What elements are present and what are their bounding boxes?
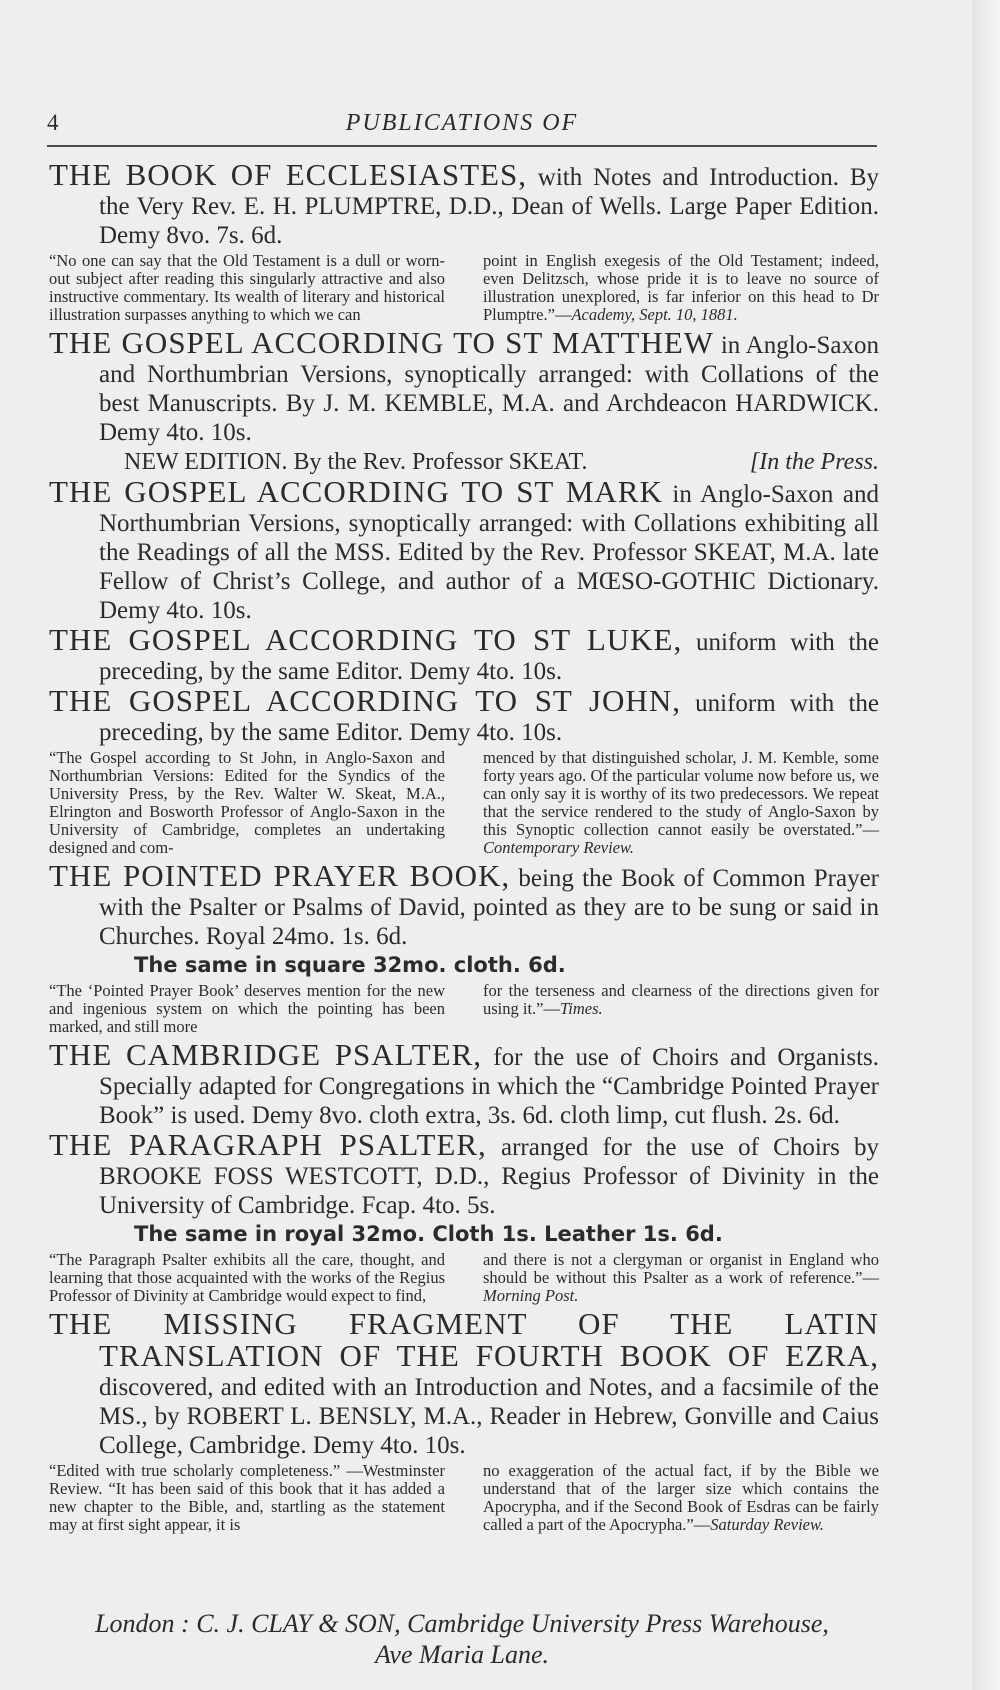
review-right: point in English exegesis of the Old Testament; indeed, even Delitzsch, whose pride it is to leave no source of illustration unexplored, is far inferior on this head to Dr Plumptre.”—Academy, Sept. 10, 1881. [483, 251, 879, 324]
entry-title: THE MISSING FRAGMENT OF THE LATIN TRANSLATION OF THE FOURTH BOOK OF EZRA, [49, 1306, 879, 1373]
review-block [49, 1462, 879, 1534]
entry-st-john [49, 683, 879, 857]
review-source: Academy, Sept. 10, 1881. [571, 305, 738, 324]
entry-title: THE GOSPEL ACCORDING TO ST MARK [49, 474, 663, 509]
review-left: “No one can say that the Old Testament is a dull or worn-out subject after reading this singularly attractive and also instructive commentary. Its wealth of literary and historical illustration surpasses anything to which we can [49, 251, 445, 324]
review-block [49, 749, 879, 857]
entry-title: THE GOSPEL ACCORDING TO ST LUKE, [49, 622, 683, 657]
edition-note: NEW EDITION. By the Rev. Professor SKEAT. [In the Press. [124, 449, 879, 475]
entry-paragraph-psalter [49, 1127, 879, 1305]
entry-title: THE BOOK OF ECCLESIASTES, [49, 157, 527, 192]
header-rule [47, 145, 877, 147]
entry-cambridge-psalter [49, 1037, 879, 1130]
catalogue-content [49, 157, 880, 1538]
imprint-line-1: London : C. J. CLAY & SON, Cambridge University Press Warehouse, [95, 1609, 829, 1638]
page-edge [972, 0, 1000, 1690]
entry-title: THE GOSPEL ACCORDING TO ST MATTHEW [49, 325, 715, 360]
entry-body: being the Book of Common Prayer with the Psalter or Psalms of David, pointed as they are to be sung or said in Churches. Royal 24mo. 1s. 6d. [99, 865, 880, 950]
review-source: Times. [560, 999, 603, 1018]
review-left: “Edited with true scholarly completeness.” —Westminster Review. “It has been said of this book that it has added a new chapter to the Bible, and, startling as the statement may at first sight appear, it is [49, 1461, 445, 1534]
review-right: no exaggeration of the actual fact, if by the Bible we understand that of the larger size which contains the Apocrypha, and if the Second Book of Esdras can be fairly called a part of the Apocrypha.”—Saturday Review. [483, 1461, 879, 1534]
imprint-line-2: Ave Maria Lane. [374, 1640, 550, 1669]
extra-edition-line: The same in royal 32mo. Cloth 1s. Leather 1s. 6d. [134, 1222, 723, 1246]
entry-title: THE POINTED PRAYER BOOK, [49, 858, 511, 893]
imprint-footer [47, 1608, 877, 1670]
extra-edition-line: The same in square 32mo. cloth. 6d. [134, 953, 566, 977]
review-left: “The Gospel according to St John, in Anglo-Saxon and Northumbrian Versions: Edited for the Syndics of the University Press, by the Rev. Walter W. Skeat, M.A., Elrington and Bosworth Professor of Anglo-Saxon in the University of Cambridge, completes an undertaking designed and com- [49, 748, 445, 857]
page-header [47, 104, 877, 144]
entry-pointed-prayer-book [49, 858, 880, 1036]
entry-title: THE GOSPEL ACCORDING TO ST JOHN, [49, 683, 681, 718]
entry-title: THE CAMBRIDGE PSALTER, [49, 1037, 483, 1072]
review-source: Saturday Review. [710, 1515, 824, 1534]
entry-body: discovered, and edited with an Introduction and Notes, and a facsimile of the MS., by ROBERT L. BENSLY, M.A., Reader in Hebrew, Gonville and Caius College, Cambridge. Demy 4to. 10s. [99, 1374, 879, 1459]
review-left: “The Paragraph Psalter exhibits all the care, thought, and learning that those acquainted with the works of the Regius Professor of Divinity at Cambridge would expect to find, [49, 1250, 445, 1305]
review-source: Contemporary Review. [483, 838, 634, 857]
review-right: menced by that distinguished scholar, J. M. Kemble, some forty years ago. Of the particular volume now before us, we can only say it is worthy of its two predecessors. We repeat that the service rendered to the study of Anglo-Saxon by this Synoptic collection cannot easily be overstated.”—Contemporary Review. [483, 748, 879, 857]
review-right: for the terseness and clearness of the directions given for using it.”—Times. [483, 981, 879, 1018]
review-right: and there is not a clergyman or organist in England who should be without this Psalter as a work of reference.”—Morning Post. [483, 1250, 879, 1305]
review-block [49, 1251, 879, 1305]
review-block [49, 252, 879, 324]
entry-st-matthew [49, 325, 880, 477]
entry-body: in Anglo-Saxon and Northumbrian Versions, synoptically arranged: with Collations of the best Manuscripts. By J. M. KEMBLE, M.A. and Archdeacon HARDWICK. Demy 4to. 10s. [99, 332, 880, 446]
running-head: PUBLICATIONS OF [345, 110, 579, 136]
entry-body: for the use of Choirs and Organists. Specially adapted for Congregations in which the “Cambridge Pointed Prayer Book” is used. Demy 8vo. cloth extra, 3s. 6d. cloth limp, cut flush. 2s. 6d. [99, 1044, 879, 1129]
entry-body: arranged for the use of Choirs by BROOKE FOSS WESTCOTT, D.D., Regius Professor of Divinity in the University of Cambridge. Fcap. 4to. 5s. [99, 1134, 879, 1219]
entry-ecclesiastes [49, 157, 880, 324]
entry-body: in Anglo-Saxon and Northumbrian Versions, synoptically arranged: with Collations exhibiting all the Readings of all the MSS. Edited by the Rev. Professor SKEAT, M.A. late Fellow of Christ’s College, and author of a MŒSO-GOTHIC Dictionary. Demy 4to. 10s. [99, 481, 879, 624]
entry-st-mark [49, 474, 879, 625]
entry-body: uniform with the preceding, by the same Editor. Demy 4to. 10s. [99, 629, 879, 685]
review-block [49, 982, 879, 1036]
review-source: Morning Post. [483, 1286, 579, 1305]
page-number: 4 [47, 110, 59, 135]
entry-body: with Notes and Introduction. By the Very Rev. E. H. PLUMPTRE, D.D., Dean of Wells. Large Paper Edition. Demy 8vo. 7s. 6d. [99, 164, 880, 249]
press-note: [In the Press. [749, 449, 879, 475]
entry-title: THE PARAGRAPH PSALTER, [49, 1127, 487, 1162]
review-left: “The ‘Pointed Prayer Book’ deserves mention for the new and ingenious system on which the pointing has been marked, and still more [49, 981, 445, 1036]
entry-body: uniform with the preceding, by the same Editor. Demy 4to. 10s. [99, 690, 879, 746]
entry-st-luke [49, 622, 879, 686]
entry-missing-fragment [49, 1306, 879, 1534]
